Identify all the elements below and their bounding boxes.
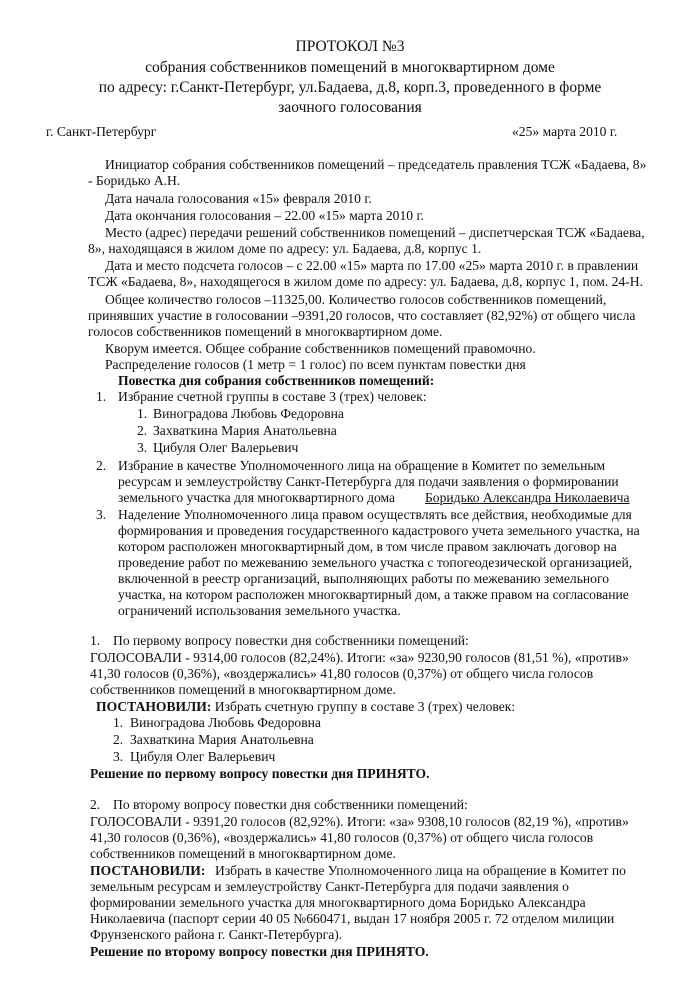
counting-member: Виноградова Любовь Федоровна xyxy=(153,406,344,421)
agenda-item-3: проведение работ по межеванию земельного участка с топогеодезической организацией, xyxy=(118,555,633,570)
agenda-item-2: Избрание в качестве Уполномоченного лица на обращение в Комитет по земельным xyxy=(118,458,606,473)
count-place: Дата и место подсчета голосов – с 22.00 «15» марта по 17.00 «25» марта 2010 г. в правлении xyxy=(105,258,639,273)
list-number: 1. xyxy=(137,406,148,421)
count-place: ТСЖ «Бадаева, 8», находящегося в жилом доме по адресу: ул. Бадаева, д.8, корпус 1, пом. 24-Н. xyxy=(88,274,644,289)
agenda-item-3: котором расположен многоквартирный дом, в том числе правом заключать договор на xyxy=(118,539,617,554)
question-2-result: Решение по второму вопросу повестки дня ПРИНЯТО. xyxy=(90,944,429,959)
decided-label: ПОСТАНОВИЛИ: xyxy=(90,863,206,878)
list-number: 3. xyxy=(113,749,124,764)
question-2-header: По второму вопросу повестки дня собственники помещений: xyxy=(113,797,468,812)
agenda-item-3: формирования и проведения государственного кадастрового учета земельного участка, на xyxy=(118,523,640,538)
question-2-decision: Фрунзенского района г. Санкт-Петербурга). xyxy=(90,927,343,942)
question-1-decision xyxy=(96,699,515,714)
list-number: 2. xyxy=(90,797,101,812)
protocol-subtitle: собрания собственников помещений в многоквартирном доме xyxy=(145,59,555,76)
decided-label: ПОСТАНОВИЛИ: xyxy=(96,699,212,714)
voting-end: Дата окончания голосования – 22.00 «15» марта 2010 г. xyxy=(105,208,424,223)
total-votes: принявших участие в голосовании –9391,20 голосов, что составляет (82,92%) от общего числа xyxy=(88,308,636,323)
question-2-decision: Николаевича (паспорт серии 40 05 №660471, выдан 17 ноября 2005 г. 72 отделом милиции xyxy=(90,911,615,926)
counting-member: Виноградова Любовь Федоровна xyxy=(130,715,321,730)
city: г. Санкт-Петербург xyxy=(46,124,157,139)
agenda-item-3: включенной в реестр организаций, выполняющих работы по межеванию земельного xyxy=(118,571,610,586)
question-1-votes: собственников помещений в многоквартирном доме. xyxy=(90,682,396,697)
list-number: 2. xyxy=(137,423,148,438)
counting-member: Захваткина Мария Анатольевна xyxy=(153,423,337,438)
counting-member: Цибуля Олег Валерьевич xyxy=(153,440,299,455)
question-2-decision: формировании земельного участка для многоквартирного дома Боридько Александра xyxy=(90,895,586,910)
submission-place: Место (адрес) передачи решений собственников помещений – диспетчерская ТСЖ «Бадаева, xyxy=(105,225,645,240)
list-number: 1. xyxy=(113,715,124,730)
agenda-item-2: земельного участка для многоквартирного дома xyxy=(118,490,396,505)
question-2-decision: земельным ресурсам и землеустройству Санкт-Петербурга для подачи заявления о xyxy=(90,879,569,894)
question-2-decision: Избрать в качестве Уполномоченного лица на обращение в Комитет по xyxy=(215,863,626,878)
question-2-votes: 41,30 голосов (0,36%), «воздержались» 41,80 голосов (0,37%) от общего числа голосов xyxy=(90,830,594,845)
agenda-heading: Повестка дня собрания собственников помещений: xyxy=(118,373,435,388)
voting-start: Дата начала голосования «15» февраля 2010 г. xyxy=(105,191,372,206)
question-1-result: Решение по первому вопросу повестки дня ПРИНЯТО. xyxy=(90,766,430,781)
list-number: 3. xyxy=(137,440,148,455)
protocol-title: ПРОТОКОЛ №3 xyxy=(295,38,405,55)
question-1-header: По первому вопросу повестки дня собственники помещений: xyxy=(113,633,469,648)
vote-distribution: Распределение голосов (1 метр = 1 голос) по всем пунктам повестки дня xyxy=(105,357,526,372)
document-date: «25» марта 2010 г. xyxy=(512,124,618,139)
total-votes: Общее количество голосов –11325,00. Количество голосов собственников помещений, xyxy=(105,292,607,307)
list-number: 2. xyxy=(96,458,107,473)
submission-place: 8», находящаяся в жилом доме по адресу: ул. Бадаева, д.8, корпус 1. xyxy=(88,241,482,256)
counting-member: Цибуля Олег Валерьевич xyxy=(130,749,276,764)
list-number: 1. xyxy=(96,389,107,404)
total-votes: голосов собственников помещений в многоквартирном доме. xyxy=(88,324,443,339)
question-1-votes: ГОЛОСОВАЛИ - 9314,00 голосов (82,24%). Итоги: «за» 9230,90 голосов (81,51 %), «против» xyxy=(90,650,629,665)
protocol-subtitle: заочного голосования xyxy=(278,99,422,116)
agenda-item-3: участка, на котором расположен многоквартирный дом, а также правом на согласование xyxy=(118,587,629,602)
question-2-votes: собственников помещений в многоквартирном доме. xyxy=(90,846,396,861)
quorum: Кворум имеется. Общее собрание собственников помещений правомочно. xyxy=(105,341,536,356)
question-1-votes: 41,30 голосов (0,36%), «воздержались» 41,80 голосов (0,37%) от общего числа голосов xyxy=(90,666,594,681)
initiator: Инициатор собрания собственников помещений – председатель правления ТСЖ «Бадаева, 8» xyxy=(105,157,647,172)
list-number: 1. xyxy=(90,633,101,648)
protocol-subtitle: по адресу: г.Санкт-Петербург, ул.Бадаева, д.8, корп.3, проведенного в форме xyxy=(98,79,602,96)
initiator: - Боридько А.Н. xyxy=(88,173,181,188)
agenda-item-1: Избрание счетной группы в составе 3 (трех) человек: xyxy=(118,389,427,404)
agenda-item-3: ограничений использования земельного участка. xyxy=(118,603,401,618)
list-number: 3. xyxy=(96,507,107,522)
agenda-item-2: ресурсам и землеустройству Санкт-Петербурга для подачи заявления о формировании xyxy=(118,474,619,489)
decided-text: Избрать счетную группу в составе 3 (трех) человек: xyxy=(211,699,516,714)
authorized-person-name: Боридько Александра Николаевича xyxy=(425,490,630,505)
list-number: 2. xyxy=(113,732,124,747)
question-2-votes: ГОЛОСОВАЛИ - 9391,20 голосов (82,92%). Итоги: «за» 9308,10 голосов (82,19 %), «против» xyxy=(90,814,629,829)
counting-member: Захваткина Мария Анатольевна xyxy=(130,732,314,747)
agenda-item-3: Наделение Уполномоченного лица правом осуществлять все действия, необходимые для xyxy=(118,507,632,522)
